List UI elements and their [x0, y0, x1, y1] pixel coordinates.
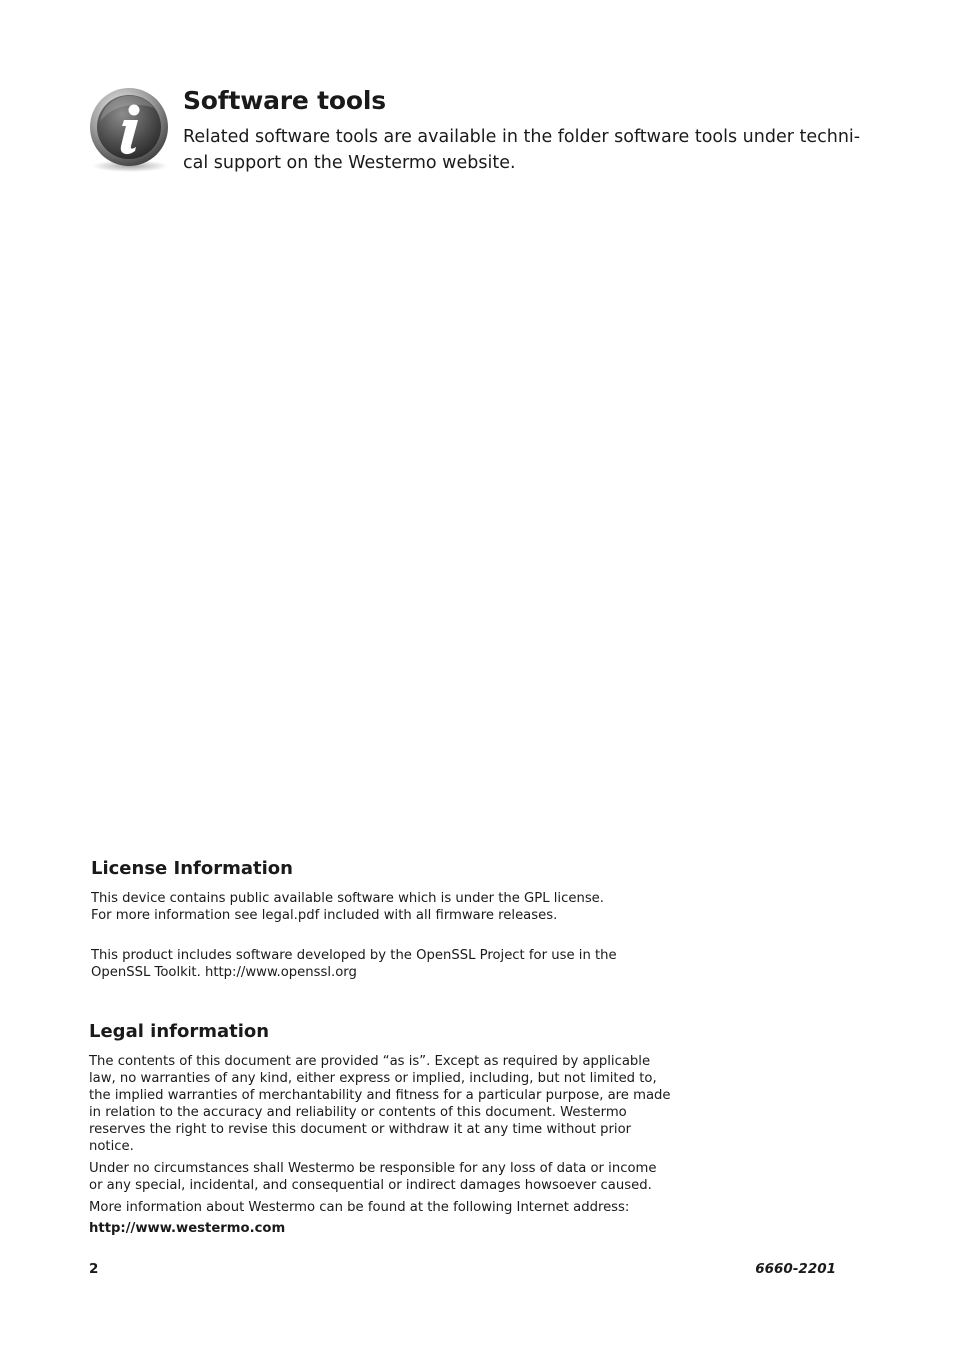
- license-paragraph-gpl: [91, 890, 711, 924]
- text-line: reserves the right to revise this document or withdraw it at any time without prior: [89, 1122, 632, 1137]
- text-line: Under no circumstances shall Westermo be responsible for any loss of data or income: [89, 1161, 657, 1176]
- page-title: Software tools: [183, 86, 386, 115]
- text-line: or any special, incidental, and consequential or indirect damages howsoever caused.: [89, 1178, 652, 1193]
- legal-paragraph-liability: [89, 1160, 709, 1194]
- text-line: law, no warranties of any kind, either express or implied, including, but not limited to,: [89, 1071, 657, 1086]
- document-number: 6660-2201: [755, 1261, 836, 1277]
- intro-line: cal support on the Westermo website.: [183, 153, 516, 173]
- page-number: 2: [89, 1261, 99, 1277]
- text-line: the implied warranties of merchantability and fitness for a particular purpose, are made: [89, 1088, 671, 1103]
- text-line: More information about Westermo can be found at the following Internet address:: [89, 1200, 630, 1215]
- text-line: notice.: [89, 1139, 134, 1154]
- legal-paragraph-disclaimer: [89, 1053, 709, 1155]
- license-paragraph-openssl: [91, 947, 711, 981]
- license-heading: License Information: [91, 858, 293, 879]
- text-line: This device contains public available software which is under the GPL license.: [91, 891, 604, 906]
- text-line: in relation to the accuracy and reliability or contents of this document. Westermo: [89, 1105, 627, 1120]
- text-line: This product includes software developed by the OpenSSL Project for use in the: [91, 948, 617, 963]
- legal-paragraph-more-info: [89, 1199, 709, 1216]
- intro-paragraph: [183, 124, 861, 176]
- westermo-website-link[interactable]: http://www.westermo.com: [89, 1221, 286, 1236]
- text-line: The contents of this document are provided “as is”. Except as required by applicable: [89, 1054, 651, 1069]
- info-icon: [88, 86, 172, 174]
- text-line: OpenSSL Toolkit. http://www.openssl.org: [91, 965, 357, 980]
- intro-line: Related software tools are available in the folder software tools under techni-: [183, 127, 861, 147]
- text-line: For more information see legal.pdf included with all firmware releases.: [91, 908, 558, 923]
- legal-heading: Legal information: [89, 1021, 270, 1042]
